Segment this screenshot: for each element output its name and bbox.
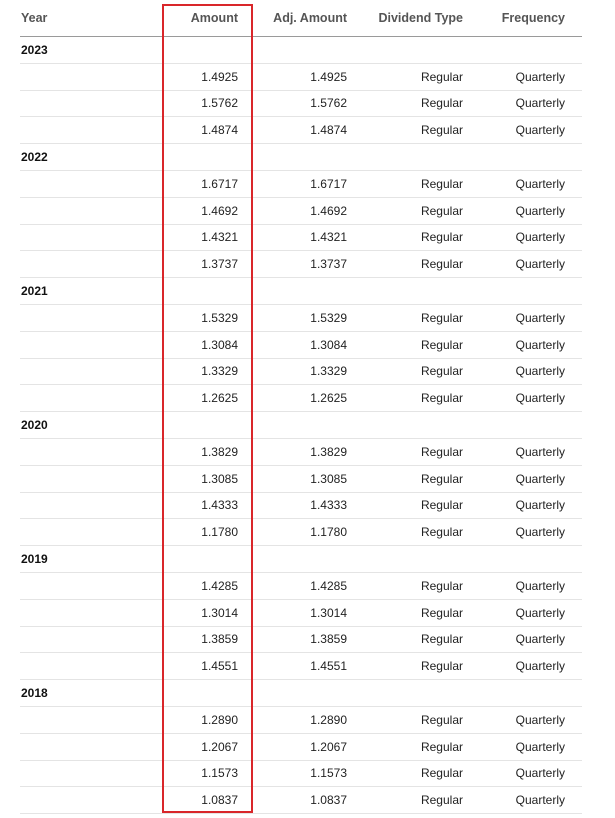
amount-cell: 1.3829 [201,444,238,459]
dividend-type-cell: Regular [420,632,463,647]
frequency-cell: Quarterly [515,310,565,325]
table-row [20,305,582,332]
amount-cell: 1.0837 [201,793,238,808]
year-group-row [20,37,582,64]
adj-amount-column-header[interactable]: Adj. Amount [273,11,347,25]
table-body [20,37,582,814]
amount-cell: 1.4874 [201,123,238,138]
adj-amount-cell: 1.4321 [310,230,347,245]
adj-amount-cell: 1.1573 [310,766,347,781]
year-label: 2021 [21,284,48,299]
adj-amount-cell: 1.2625 [310,391,347,406]
table-header-row [20,0,582,37]
dividend-type-cell: Regular [420,69,463,84]
amount-cell: 1.2890 [201,712,238,727]
frequency-cell: Quarterly [515,578,565,593]
adj-amount-cell: 1.3085 [310,471,347,486]
adj-amount-cell: 1.4925 [310,69,347,84]
frequency-cell: Quarterly [515,471,565,486]
amount-cell: 1.3014 [201,605,238,620]
year-label: 2022 [21,150,48,165]
adj-amount-cell: 1.4333 [310,498,347,513]
dividend-type-cell: Regular [420,712,463,727]
table-row [20,225,582,252]
dividend-type-cell: Regular [420,471,463,486]
adj-amount-cell: 1.5329 [310,310,347,325]
frequency-cell: Quarterly [515,176,565,191]
dividend-type-cell: Regular [420,793,463,808]
table-row [20,493,582,520]
frequency-cell: Quarterly [515,96,565,111]
frequency-cell: Quarterly [515,766,565,781]
year-group-row [20,278,582,305]
table-row [20,117,582,144]
amount-cell: 1.4925 [201,69,238,84]
table-row [20,519,582,546]
amount-cell: 1.4692 [201,203,238,218]
dividend-type-cell: Regular [420,257,463,272]
frequency-cell: Quarterly [515,444,565,459]
table-row [20,198,582,225]
dividend-type-cell: Regular [420,525,463,540]
frequency-cell: Quarterly [515,605,565,620]
dividend-type-cell: Regular [420,123,463,138]
table-row [20,91,582,118]
amount-cell: 1.1573 [201,766,238,781]
table-row [20,385,582,412]
adj-amount-cell: 1.4874 [310,123,347,138]
table-row [20,761,582,788]
year-group-row [20,144,582,171]
dividend-type-cell: Regular [420,203,463,218]
dividend-type-cell: Regular [420,96,463,111]
adj-amount-cell: 1.4285 [310,578,347,593]
adj-amount-cell: 1.3737 [310,257,347,272]
dividend-type-cell: Regular [420,310,463,325]
year-label: 2023 [21,42,48,57]
year-label: 2020 [21,418,48,433]
frequency-cell: Quarterly [515,659,565,674]
dividend-type-cell: Regular [420,176,463,191]
amount-cell: 1.3737 [201,257,238,272]
table-row [20,359,582,386]
dividend-type-cell: Regular [420,739,463,754]
adj-amount-cell: 1.2067 [310,739,347,754]
amount-cell: 1.4551 [201,659,238,674]
dividend-type-column-header[interactable]: Dividend Type [378,11,463,25]
table-row [20,171,582,198]
adj-amount-cell: 1.5762 [310,96,347,111]
frequency-cell: Quarterly [515,525,565,540]
amount-cell: 1.4285 [201,578,238,593]
frequency-cell: Quarterly [515,498,565,513]
amount-cell: 1.4333 [201,498,238,513]
frequency-cell: Quarterly [515,391,565,406]
adj-amount-cell: 1.3084 [310,337,347,352]
amount-cell: 1.4321 [201,230,238,245]
year-label: 2019 [21,552,48,567]
amount-cell: 1.3085 [201,471,238,486]
table-row [20,332,582,359]
dividend-history-table [20,0,582,814]
adj-amount-cell: 1.4692 [310,203,347,218]
adj-amount-cell: 1.3859 [310,632,347,647]
amount-cell: 1.1780 [201,525,238,540]
table-row [20,734,582,761]
dividend-type-cell: Regular [420,659,463,674]
table-row [20,251,582,278]
adj-amount-cell: 1.3014 [310,605,347,620]
frequency-cell: Quarterly [515,712,565,727]
dividend-type-cell: Regular [420,391,463,406]
dividend-type-cell: Regular [420,230,463,245]
amount-cell: 1.6717 [201,176,238,191]
adj-amount-cell: 1.3329 [310,364,347,379]
dividend-type-cell: Regular [420,605,463,620]
year-label: 2018 [21,686,48,701]
year-group-row [20,546,582,573]
year-group-row [20,680,582,707]
amount-cell: 1.3329 [201,364,238,379]
adj-amount-cell: 1.2890 [310,712,347,727]
dividend-type-cell: Regular [420,578,463,593]
dividend-type-cell: Regular [420,444,463,459]
table-row [20,627,582,654]
frequency-cell: Quarterly [515,203,565,218]
amount-cell: 1.2067 [201,739,238,754]
amount-cell: 1.2625 [201,391,238,406]
table-row [20,707,582,734]
year-column-header[interactable]: Year [21,11,48,25]
dividend-type-cell: Regular [420,766,463,781]
adj-amount-cell: 1.4551 [310,659,347,674]
table-row [20,439,582,466]
dividend-type-cell: Regular [420,364,463,379]
table-row [20,653,582,680]
dividend-type-cell: Regular [420,337,463,352]
frequency-cell: Quarterly [515,230,565,245]
table-row [20,573,582,600]
frequency-cell: Quarterly [515,69,565,84]
year-group-row [20,412,582,439]
frequency-cell: Quarterly [515,793,565,808]
adj-amount-cell: 1.6717 [310,176,347,191]
amount-cell: 1.3859 [201,632,238,647]
adj-amount-cell: 1.1780 [310,525,347,540]
table-row [20,600,582,627]
frequency-cell: Quarterly [515,364,565,379]
dividend-type-cell: Regular [420,498,463,513]
frequency-cell: Quarterly [515,123,565,138]
frequency-cell: Quarterly [515,257,565,272]
table-row [20,466,582,493]
amount-cell: 1.3084 [201,337,238,352]
amount-cell: 1.5762 [201,96,238,111]
frequency-cell: Quarterly [515,632,565,647]
amount-cell: 1.5329 [201,310,238,325]
adj-amount-cell: 1.3829 [310,444,347,459]
frequency-cell: Quarterly [515,739,565,754]
frequency-column-header[interactable]: Frequency [501,11,565,25]
adj-amount-cell: 1.0837 [310,793,347,808]
table-row [20,64,582,91]
amount-column-header[interactable]: Amount [190,11,238,25]
frequency-cell: Quarterly [515,337,565,352]
table-row [20,787,582,814]
